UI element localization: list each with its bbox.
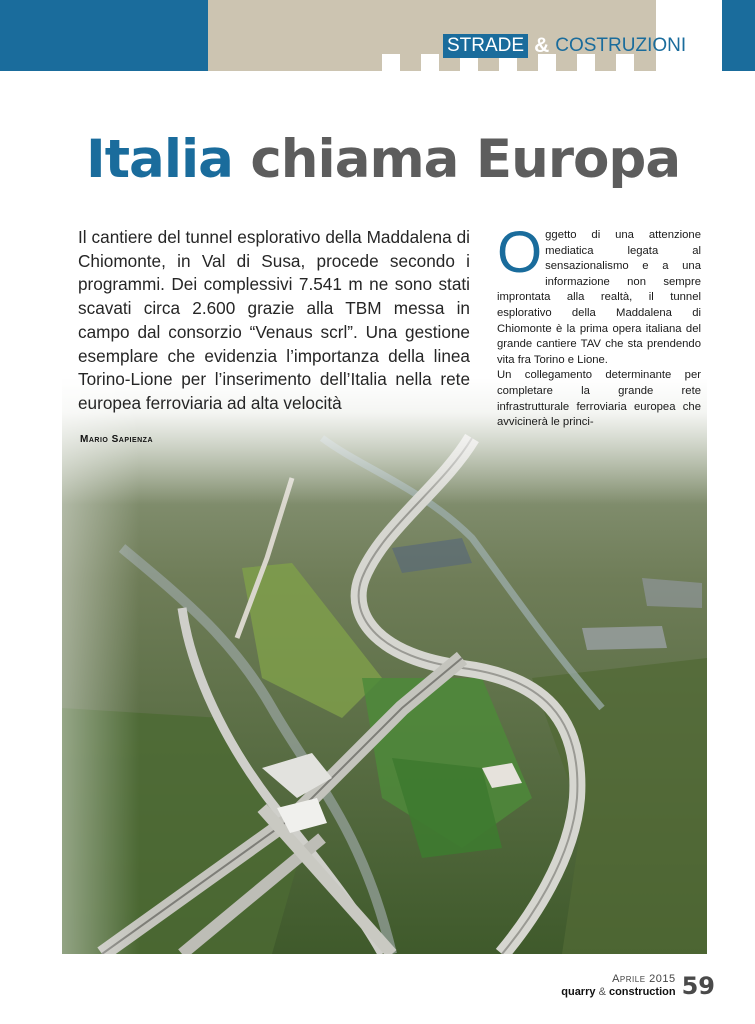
dropcap: O: [497, 220, 543, 285]
article-title: [86, 128, 706, 192]
title-rest: chiama Europa: [232, 129, 681, 190]
footer-mag-part1: quarry: [561, 986, 596, 998]
section-label-strade: STRADE: [443, 34, 528, 58]
aerial-rendering-graphic: [62, 378, 707, 954]
section-label: [443, 33, 686, 59]
header-band-left: [0, 0, 208, 71]
page-number: 59: [681, 972, 715, 1000]
author-byline: Mario Sapienza: [80, 434, 154, 445]
footer-mag-part2: construction: [608, 986, 676, 998]
article-body-column: [497, 220, 701, 431]
section-label-ampersand: &: [534, 34, 550, 57]
header-band-right: [722, 0, 755, 71]
footer-text: [561, 973, 675, 999]
body-paragraph-2: Un collegamento determinante per completare la grande rete infrastrutturale ferroviaria europea che avvicinerà le princi-: [497, 369, 701, 429]
title-accent: Italia: [86, 129, 233, 190]
article-lead: Il cantiere del tunnel esplorativo della Maddalena di Chiomonte, in Val di Susa, procede secondo i programmi. Dei complessivi 7.541 m ne sono stati scavati circa 2.600 grazie alla TBM messa in campo dal consorzio “Venaus scrl”. Una gestione esemplare che evidenzia l’importanza della linea Torino-Lione per l’inserimento dell’Italia nella rete europea ferroviaria ad alta velocità: [78, 227, 470, 413]
body-paragraph-1: [497, 220, 701, 368]
footer-mag-amp: &: [598, 986, 606, 998]
section-label-costruzioni: COSTRUZIONI: [555, 35, 687, 56]
page-footer: [561, 972, 715, 1000]
footer-issue-date: Aprile 2015: [612, 973, 676, 985]
aerial-rendering-image: [62, 378, 707, 954]
footer-magazine-name: [561, 986, 675, 999]
body-paragraph-1-text: ggetto di una attenzione mediatica legata al sensazionalismo e a una informazione non sempre improntata alla realtà, il tunnel esplorativo della Maddalena di Chiomonte è la prima opera italiana del grande cantiere TAV che sta prendendo vita fra Torino e Lione.: [497, 229, 701, 366]
